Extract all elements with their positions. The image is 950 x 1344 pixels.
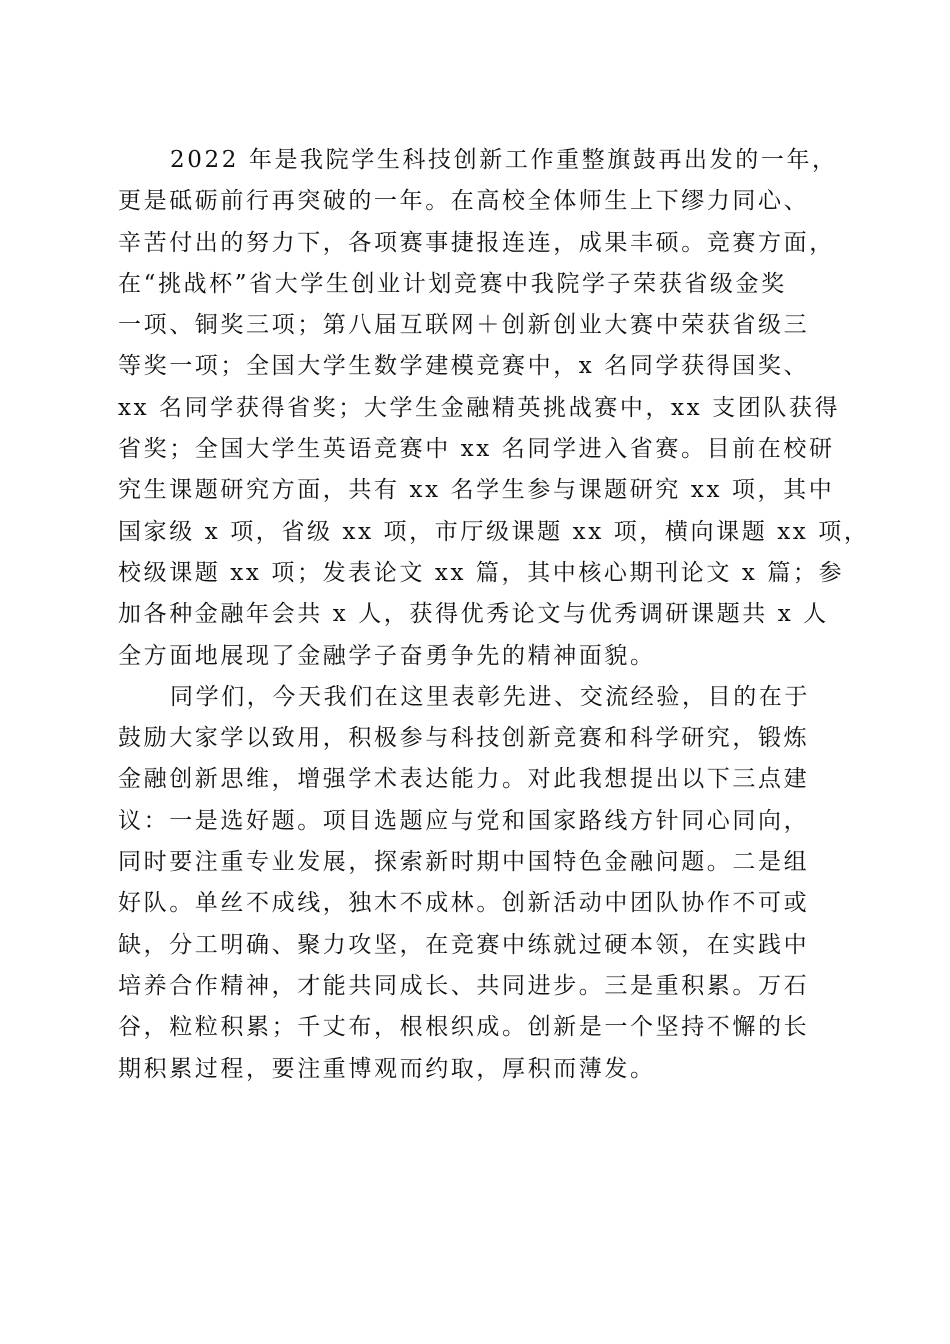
text-line: 鼓励大家学以致用，积极参与科技创新竞赛和科学研究，锻炼 bbox=[118, 725, 810, 752]
text-line: 议：一是选好题。项目选题应与党和国家路线方针同心同向， bbox=[118, 807, 810, 834]
text-line: 2022 年是我院学生科技创新工作重整旗鼓再出发的一年， bbox=[170, 147, 838, 173]
text-line: 期积累过程，要注重博观而约取，厚积而薄发。 bbox=[118, 1055, 656, 1082]
text-line: 好队。单丝不成线，独木不成林。创新活动中团队协作不可或 bbox=[118, 890, 810, 917]
text-line: 培养合作精神，才能共同成长、共同进步。三是重积累。万石 bbox=[118, 972, 810, 999]
paragraph-suggestions bbox=[118, 677, 832, 1090]
text-line: 谷，粒粒积累；千丈布，根根织成。创新是一个坚持不懈的长 bbox=[118, 1014, 810, 1041]
text-line: 全方面地展现了金融学子奋勇争先的精神面貌。 bbox=[118, 642, 656, 669]
paragraph-achievements bbox=[118, 140, 870, 677]
text-line: 究生课题研究方面，共有 xx 名学生参与课题研究 xx 项，其中 bbox=[118, 477, 835, 504]
text-line: 一项、铜奖三项；第八届互联网＋创新创业大赛中荣获省级三 bbox=[118, 312, 810, 339]
text-line: 等奖一项；全国大学生数学建模竞赛中，x 名同学获得国奖、 bbox=[118, 353, 810, 380]
document-body bbox=[118, 140, 870, 1090]
text-line: 同时要注重专业发展，探索新时期中国特色金融问题。二是组 bbox=[118, 849, 810, 876]
text-line: 省奖；全国大学生英语竞赛中 xx 名同学进入省赛。目前在校研 bbox=[118, 436, 835, 463]
text-line: 在“挑战杯”省大学生创业计划竞赛中我院学子荣获省级金奖 bbox=[118, 270, 787, 297]
text-line: 辛苦付出的努力下，各项赛事捷报连连，成果丰硕。竞赛方面， bbox=[118, 229, 835, 256]
text-line: 缺，分工明确、聚力攻坚，在竞赛中练就过硬本领，在实践中 bbox=[118, 931, 810, 958]
text-line: 金融创新思维，增强学术表达能力。对此我想提出以下三点建 bbox=[118, 766, 810, 793]
text-line: 同学们，今天我们在这里表彰先进、交流经验，目的在于 bbox=[170, 683, 810, 710]
text-line: 更是砥砺前行再突破的一年。在高校全体师生上下缪力同心、 bbox=[118, 188, 810, 215]
text-line: 国家级 x 项，省级 xx 项，市厅级课题 xx 项，横向课题 xx 项， bbox=[118, 518, 870, 545]
text-line: 校级课题 xx 项；发表论文 xx 篇，其中核心期刊论文 x 篇；参 bbox=[118, 559, 845, 586]
text-line: xx 名同学获得省奖；大学生金融精英挑战赛中，xx 支团队获得 bbox=[118, 394, 841, 421]
text-line: 加各种金融年会共 x 人，获得优秀论文与优秀调研课题共 x 人 bbox=[118, 601, 829, 628]
